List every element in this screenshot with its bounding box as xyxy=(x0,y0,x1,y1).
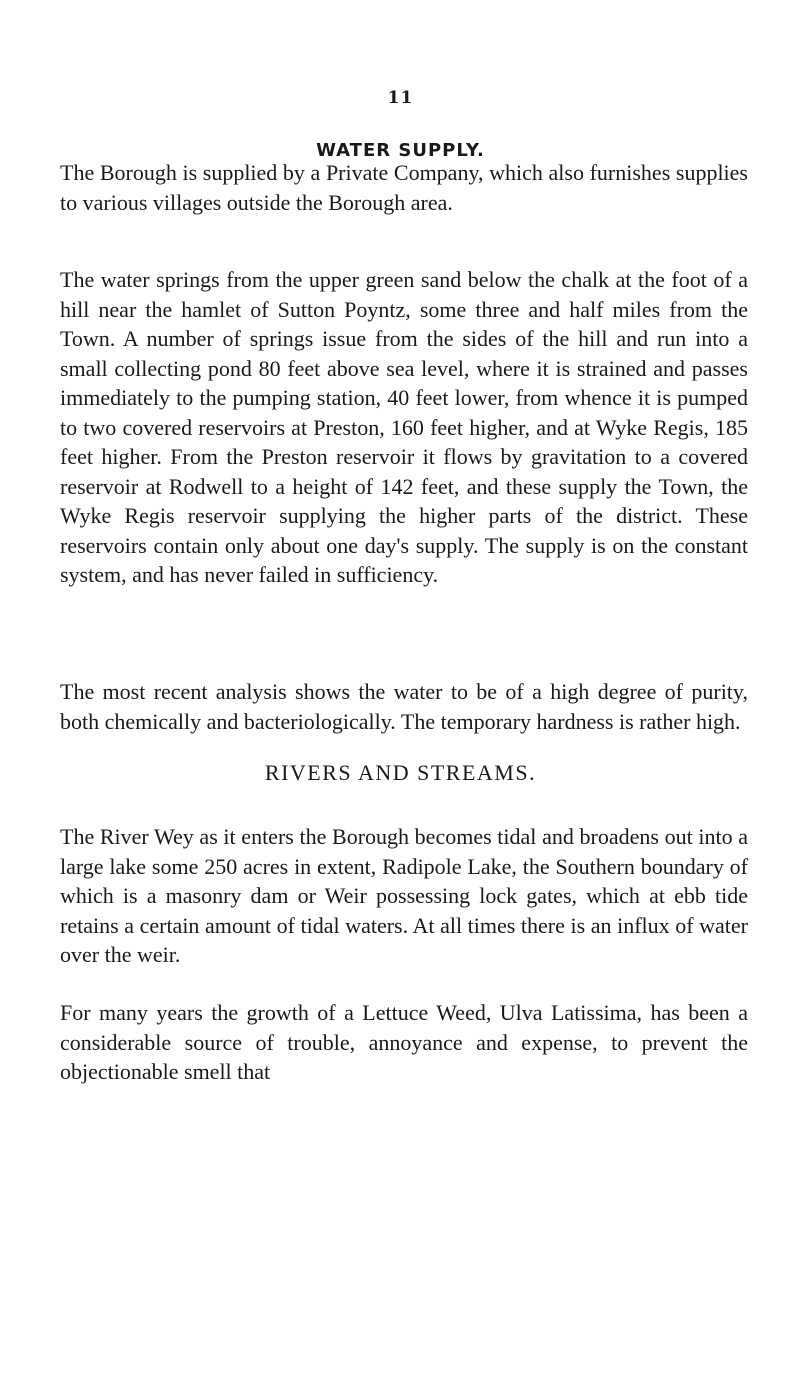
paragraph-rivers-1: The River Wey as it enters the Borough becomes tidal and broadens out into a large lake some 250 acres in extent, Radipole Lake, the Southern boundary of which is a masonry dam or Weir possessing lock gates, which at ebb tide retains a certain amount of tidal waters. At all times there is an influx of water over the weir. xyxy=(60,824,748,967)
section-heading-water-supply: WATER SUPPLY. xyxy=(316,140,485,161)
paragraph-water-supply-3: The most recent analysis shows the water to be of a high degree of purity, both chemically and bacteriologically. The temporary hardness is rather high. xyxy=(60,679,748,734)
paragraph-rivers-2: For many years the growth of a Lettuce Weed, Ulva Latissima, has been a considerable source of trouble, annoyance and expense, to prevent the objectionable smell that xyxy=(60,1000,748,1084)
page-number: 11 xyxy=(387,88,414,108)
paragraph-water-supply-2: The water springs from the upper green sand below the chalk at the foot of a hill near the hamlet of Sutton Poyntz, some three and half miles from the Town. A number of springs issue from the sides of the hill and run into a small collecting pond 80 feet above sea level, where it is strained and passes immediately to the pumping station, 40 feet lower, from whence it is pumped to two covered reservoirs at Preston, 160 feet higher, and at Wyke Regis, 185 feet higher. From the Preston reservoir it flows by gravitation to a covered reservoir at Rodwell to a height of 142 feet, and these supply the Town, the Wyke Regis reservoir supplying the higher parts of the district. These reservoirs contain only about one day's supply. The supply is on the constant system, and has never failed in sufficiency. xyxy=(60,267,748,587)
paragraph-water-supply-1: The Borough is supplied by a Private Company, which also furnishes supplies to various villages outside the Borough area. xyxy=(60,160,748,215)
section-heading-rivers-and-streams: RIVERS AND STREAMS. xyxy=(264,760,537,785)
